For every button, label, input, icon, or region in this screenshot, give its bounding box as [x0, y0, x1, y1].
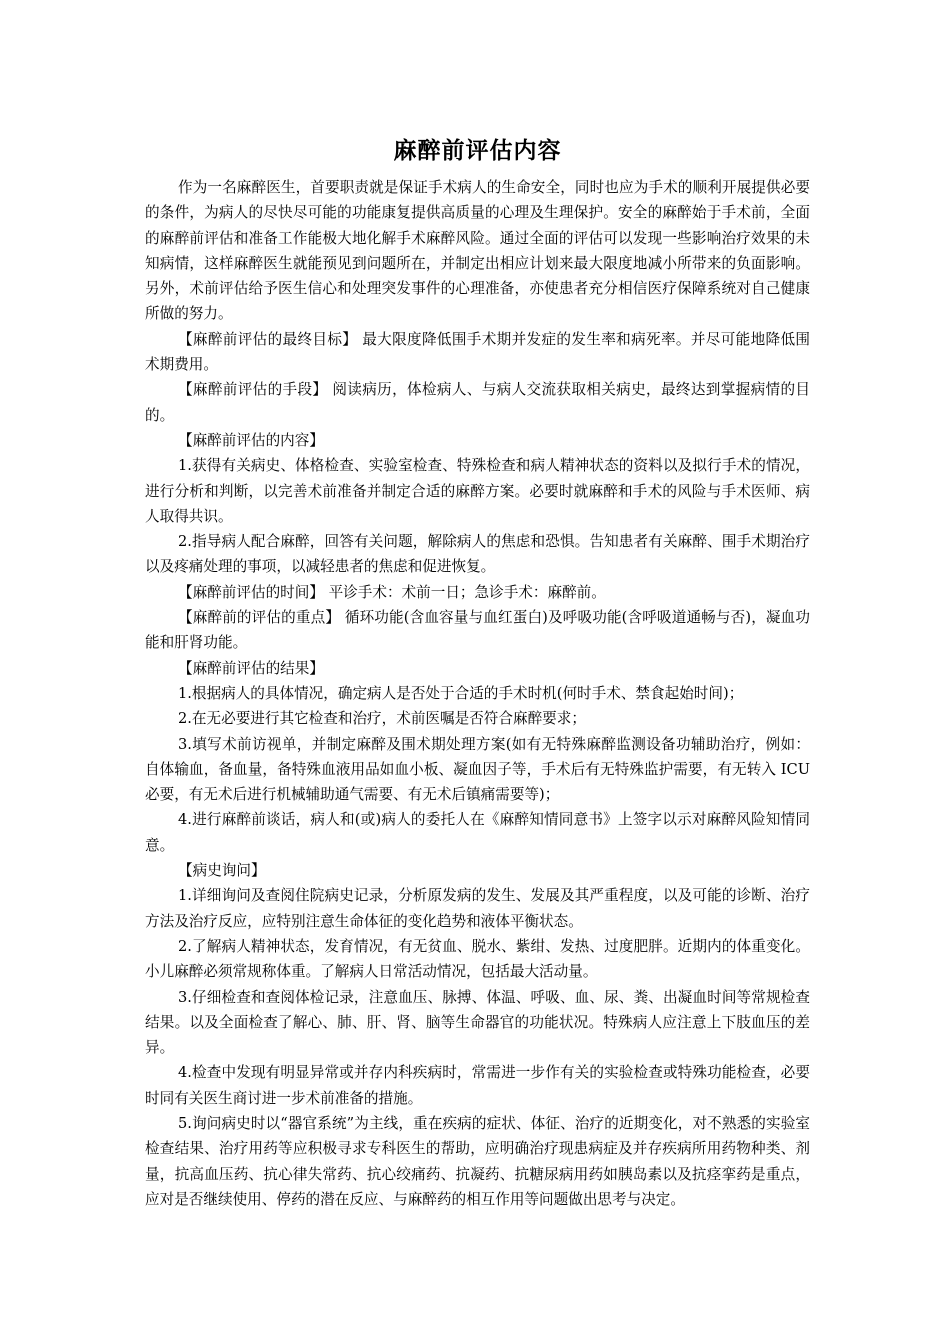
result-item-2: 2.在无必要进行其它检查和治疗，术前医嘱是否符合麻醉要求； — [178, 710, 586, 728]
history-heading: 【病史询问】 — [178, 862, 266, 880]
content-item-1: 1.获得有关病史、体格检查、实验室检查、特殊检查和病人精神状态的资料以及拟行手术的情况，进行分析和判断，以完善术前准备并制定合适的麻醉方案。必要时就麻醉和手术的风险与手术医师、病人取得共识。 — [145, 457, 810, 525]
result-heading: 【麻醉前评估的结果】 — [178, 659, 324, 677]
document-title: 麻醉前评估内容 — [393, 137, 562, 164]
document-page — [145, 133, 810, 1212]
history-item-2: 2.了解病人精神状态，发育情况，有无贫血、脱水、紫绀、发热、过度肥胖。近期内的体重变化。小儿麻醉必须常规称体重。了解病人日常活动情况，包括最大活动量。 — [145, 937, 810, 981]
result-item-4: 4.进行麻醉前谈话，病人和(或)病人的委托人在《麻醉知情同意书》上签字以示对麻醉风险知情同意。 — [145, 811, 810, 854]
result-item-1: 1.根据病人的具体情况，确定病人是否处于合适的手术时机(何时手术、禁食起始时间)； — [178, 684, 744, 702]
goal-paragraph: 【麻醉前评估的最终目标】 最大限度降低围手术期并发症的发生率和病死率。并尽可能地降低围术期费用。 — [145, 330, 810, 374]
intro-paragraph: 作为一名麻醉医生，首要职责就是保证手术病人的生命安全，同时也应为手术的顺利开展提供必要的条件，为病人的尽快尽可能的功能康复提供高质量的心理及生理保护。安全的麻醉始于手术前，全面的麻醉前评估和准备工作能极大地化解手术麻醉风险。通过全面的评估可以发现一些影响治疗效果的未知病情，这样麻醉医生就能预见到问题所在，并制定出相应计划来最大限度地减小所带来的负面影响。另外，术前评估给予医生信心和处理突发事件的心理准备，亦使患者充分相信医疗保障系统对自己健康所做的努力。 — [145, 179, 810, 323]
history-item-4: 4.检查中发现有明显异常或并存内科疾病时，常需进一步作有关的实验检查或特殊功能检查，必要时同有关医生商讨进一步术前准备的措施。 — [145, 1064, 810, 1107]
means-paragraph: 【麻醉前评估的手段】 阅读病历，体检病人、与病人交流获取相关病史，最终达到掌握病情的目的。 — [145, 381, 810, 424]
focus-paragraph: 【麻醉前的评估的重点】 循环功能(含血容量与血红蛋白)及呼吸功能(含呼吸道通畅与否)，凝血功能和肝肾功能。 — [145, 609, 810, 652]
content-heading: 【麻醉前评估的内容】 — [178, 431, 324, 449]
history-item-3: 3.仔细检查和查阅体检记录，注意血压、脉搏、体温、呼吸、血、尿、粪、出凝血时间等常规检查结果。以及全面检查了解心、肺、肝、肾、脑等生命器官的功能状况。特殊病人应注意上下肢血压的差异。 — [145, 988, 810, 1057]
history-item-1: 1.详细询问及查阅住院病史记录，分析原发病的发生、发展及其严重程度，以及可能的诊断、治疗方法及治疗反应，应特别注意生命体征的变化趋势和液体平衡状态。 — [145, 887, 810, 930]
history-item-5: 5.询问病史时以“器官系统”为主线，重在疾病的症状、体征、治疗的近期变化，对不熟悉的实验室检查结果、治疗用药等应积极寻求专科医生的帮助，应明确治疗现患病症及并存疾病所用药物种类、剂量，抗高血压药、抗心律失常药、抗心绞痛药、抗凝药、抗糖尿病用药如胰岛素以及抗痉挛药是重点，应对是否继续使用、停药的潜在反应、与麻醉药的相互作用等问题做出思考与决定。 — [145, 1114, 810, 1208]
time-paragraph: 【麻醉前评估的时间】 平诊手术：术前一日；急诊手术：麻醉前。 — [178, 583, 606, 601]
result-item-3: 3.填写术前访视单，并制定麻醉及围术期处理方案(如有无特殊麻醉监测设备功辅助治疗，例如：自体输血，备血量，备特殊血液用品如血小板、凝血因子等，手术后有无特殊监护需要，有无转入 ICU 必要，有无术后进行机械辅助通气需要、有无术后镇痛需要等)； — [145, 735, 810, 804]
content-item-2: 2.指导病人配合麻醉，回答有关问题，解除病人的焦虑和恐惧。告知患者有关麻醉、围手术期治疗以及疼痛处理的事项，以减轻患者的焦虑和促进恢复。 — [145, 533, 810, 576]
